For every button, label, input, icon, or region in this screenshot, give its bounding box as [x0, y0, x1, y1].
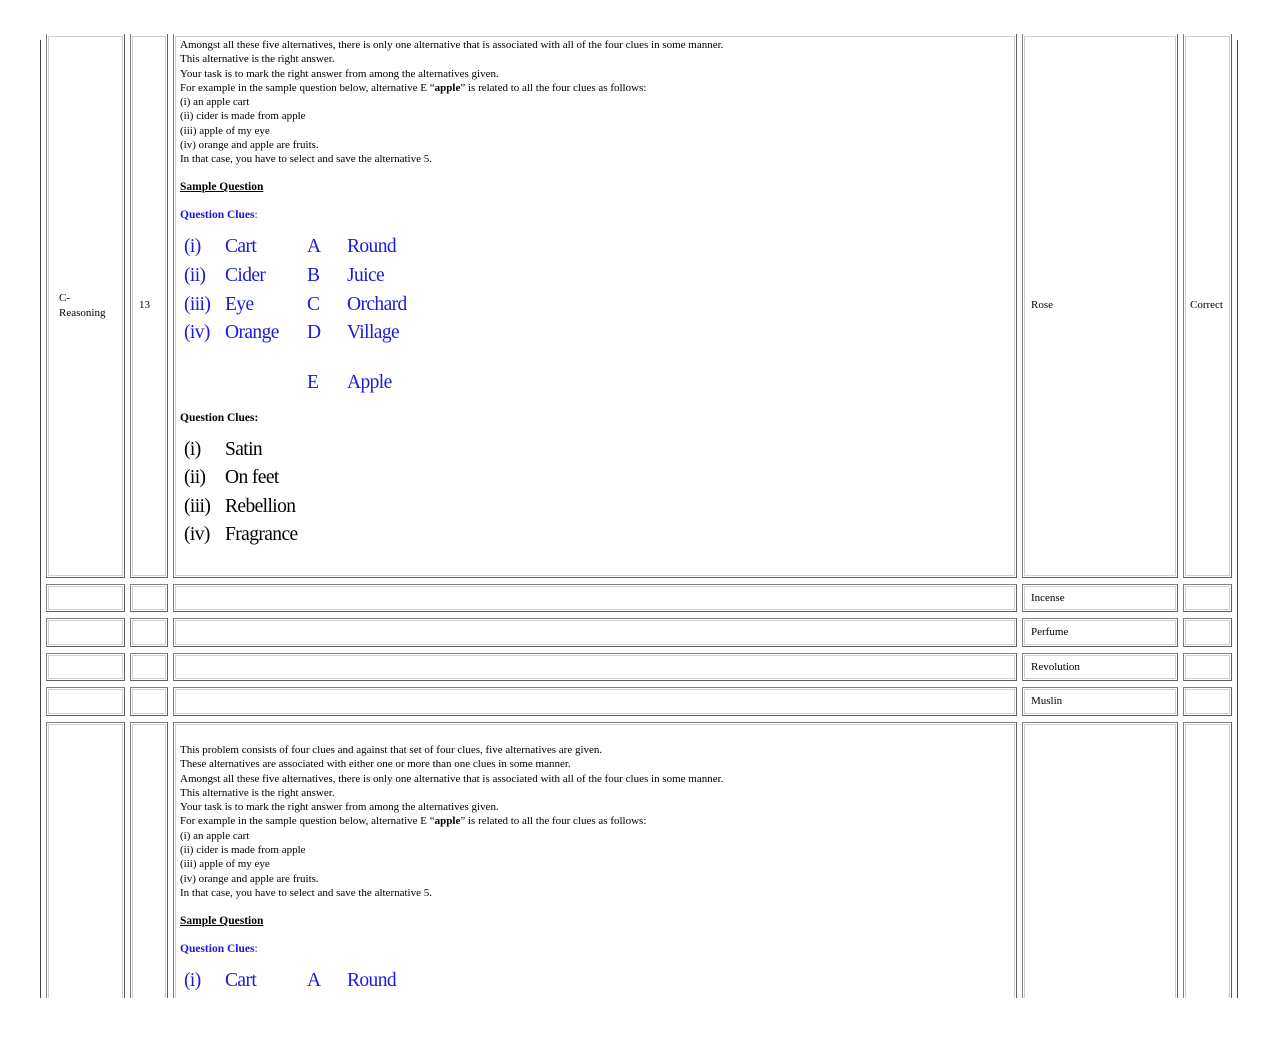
empty-cell: [1183, 653, 1232, 681]
empty-cell: [130, 584, 168, 612]
instructions-block: [180, 38, 1010, 167]
example-item: In that case, you have to select and save the alternative 5.: [180, 153, 432, 166]
example-item: (iii) apple of my eye: [180, 124, 270, 137]
instruction-line: Amongst all these five alternatives, there is only one alternative that is associated with all of the four clues in some manner.: [180, 772, 724, 785]
empty-cell: [46, 584, 125, 612]
empty-cell: [1183, 618, 1232, 647]
table-right-border: [1237, 40, 1238, 998]
option-cell: [1022, 687, 1178, 716]
sample-clues-heading: Question Clues:: [180, 209, 258, 221]
instruction-line: Your task is to mark the right answer from among the alternatives given.: [180, 67, 499, 80]
instruction-line: These alternatives are associated with either one or more than one clues in some manner.: [180, 758, 571, 771]
example-item: (iv) orange and apple are fruits.: [180, 872, 319, 885]
option-cell: [1022, 618, 1178, 647]
option-label: Perfume: [1031, 626, 1069, 639]
instruction-line: This alternative is the right answer.: [180, 786, 335, 799]
empty-cell: [173, 618, 1017, 647]
example-item: In that case, you have to select and save the alternative 5.: [180, 886, 432, 899]
sample-question-heading: Sample Question: [180, 915, 264, 927]
question-body-cell: This problem consists of four clues and against that set of four clues, five alternatives are given. These alternatives are associated with either one or more than one clues in some manner. Amongst all these five alternatives, there is only one alternative that is associated with all of the four clues in some manner. This alternative is the right answer. Your task is to mark the right answer from among the alternatives given. For example in the sample question below, alternative E “apple” is related to all the four clues as follows: (i) an apple cart (ii) cider is made from apple (iii) apple of my eye (iv) orange and apple are fruits. In that case, you have to select and save the alternative 5. Sample Question Question Clues: (i) Cart A Round: [173, 722, 1017, 1012]
empty-cell: [130, 618, 168, 647]
option-label: Muslin: [1031, 695, 1063, 708]
example-item: (iii) apple of my eye: [180, 858, 270, 871]
question-number-cell: [130, 722, 168, 1012]
section-cell: [46, 722, 125, 1012]
sample-clues-heading: Question Clues:: [180, 943, 258, 955]
instruction-line: Amongst all these five alternatives, there is only one alternative that is associated with all of the four clues in some manner.: [180, 39, 724, 51]
empty-cell: [46, 653, 125, 681]
instructions-block: [180, 743, 1010, 900]
empty-cell: [1183, 687, 1232, 716]
answer-cell: [1022, 34, 1178, 578]
empty-cell: [46, 618, 125, 647]
given-answer: Rose: [1031, 299, 1053, 312]
option-label: Revolution: [1031, 660, 1080, 673]
empty-cell: [173, 687, 1017, 716]
instruction-line: This alternative is the right answer.: [180, 53, 335, 66]
example-item: (iv) orange and apple are fruits.: [180, 139, 319, 152]
sample-question-heading: Sample Question: [180, 181, 264, 193]
instruction-line: This problem consists of four clues and against that set of four clues, five alternatives are given.: [180, 744, 603, 756]
question-body-cell: Amongst all these five alternatives, there is only one alternative that is associated with all of the four clues in some manner. This alternative is the right answer. Your task is to mark the right answer from among the alternatives given. For example in the sample question below, alternative E “apple” is related to all the four clues as follows: (i) an apple cart (ii) cider is made from apple (iii) apple of my eye (iv) orange and apple are fruits. In that case, you have to select and save the alternative 5. Sample Question Question Clues: (i) Cart A Round (ii) Cider B Juice (iii) Eye C Orchard (iv) Orange D Village E Apple Question Clues: (i) Satin (ii) On feet (iii) Rebellion (iv) Fragrance: [173, 34, 1017, 578]
status-cell: [1183, 722, 1232, 1012]
example-item: (ii) cider is made from apple: [180, 844, 306, 857]
option-cell: [1022, 653, 1178, 681]
empty-cell: [130, 653, 168, 681]
status-cell: [1183, 34, 1232, 578]
table-left-border: [40, 40, 41, 998]
empty-cell: [1183, 584, 1232, 612]
instruction-line: Your task is to mark the right answer from among the alternatives given.: [180, 801, 499, 814]
answer-cell: [1022, 722, 1178, 1012]
question-number: 13: [139, 299, 150, 312]
section-label: C- Reasoning: [59, 292, 106, 319]
empty-cell: [46, 687, 125, 716]
example-item: (ii) cider is made from apple: [180, 110, 306, 123]
empty-cell: [173, 584, 1017, 612]
question-number-cell: [130, 34, 168, 578]
empty-cell: [130, 687, 168, 716]
example-line: For example in the sample question below, alternative E “apple” is related to all the four clues as follows:: [180, 81, 647, 94]
option-label: Incense: [1031, 591, 1065, 604]
answer-status: Correct: [1190, 299, 1223, 312]
empty-cell: [173, 653, 1017, 681]
example-line: For example in the sample question below, alternative E “apple” is related to all the four clues as follows:: [180, 815, 647, 828]
question-clues-heading: Question Clues:: [180, 412, 259, 424]
page-bottom-margin: [0, 998, 1269, 1040]
example-item: (i) an apple cart: [180, 829, 250, 842]
section-cell: [46, 34, 125, 578]
option-cell: [1022, 584, 1178, 612]
example-item: (i) an apple cart: [180, 96, 250, 109]
